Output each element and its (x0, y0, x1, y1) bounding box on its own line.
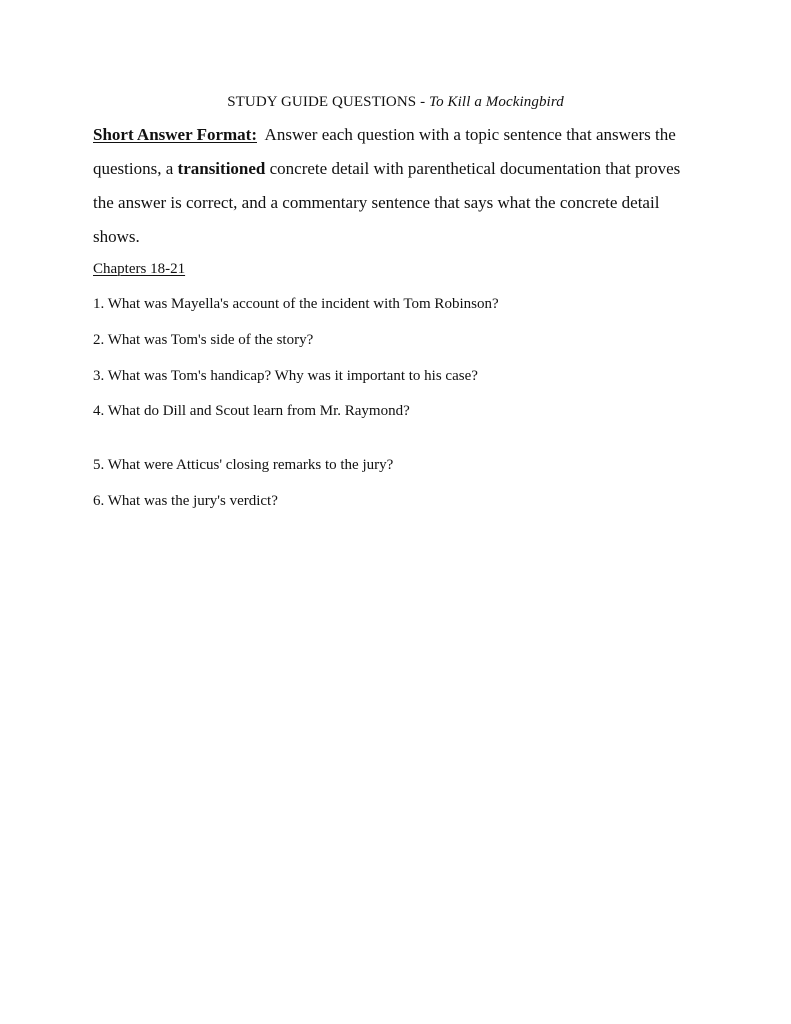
instructions-text-2: concrete detail with parenthetical documentation that proves the answer is correct, and a commentary sentence that says what the concrete detail shows. (93, 159, 681, 246)
instructions-emphasis: transitioned (177, 159, 266, 178)
document-title (0, 92, 791, 112)
question-item: 3. What was Tom's handicap? Why was it important to his case? (93, 368, 478, 384)
question-item: 1. What was Mayella's account of the incident with Tom Robinson? (93, 296, 499, 312)
question-item: 6. What was the jury's verdict? (93, 493, 278, 509)
question-item: 2. What was Tom's side of the story? (93, 332, 314, 348)
instructions-text-1: Answer each question with a topic sentence that answers the questions, a (93, 125, 680, 178)
question-item: 5. What were Atticus' closing remarks to the jury? (93, 457, 394, 473)
instructions-paragraph (93, 118, 693, 254)
section-heading: Chapters 18-21 (93, 261, 186, 277)
title-prefix: STUDY GUIDE QUESTIONS - (227, 94, 430, 110)
format-label: Short Answer Format: (93, 125, 257, 144)
question-item: 4. What do Dill and Scout learn from Mr. Raymond? (93, 403, 410, 419)
book-title: To Kill a Mockingbird (429, 94, 564, 110)
